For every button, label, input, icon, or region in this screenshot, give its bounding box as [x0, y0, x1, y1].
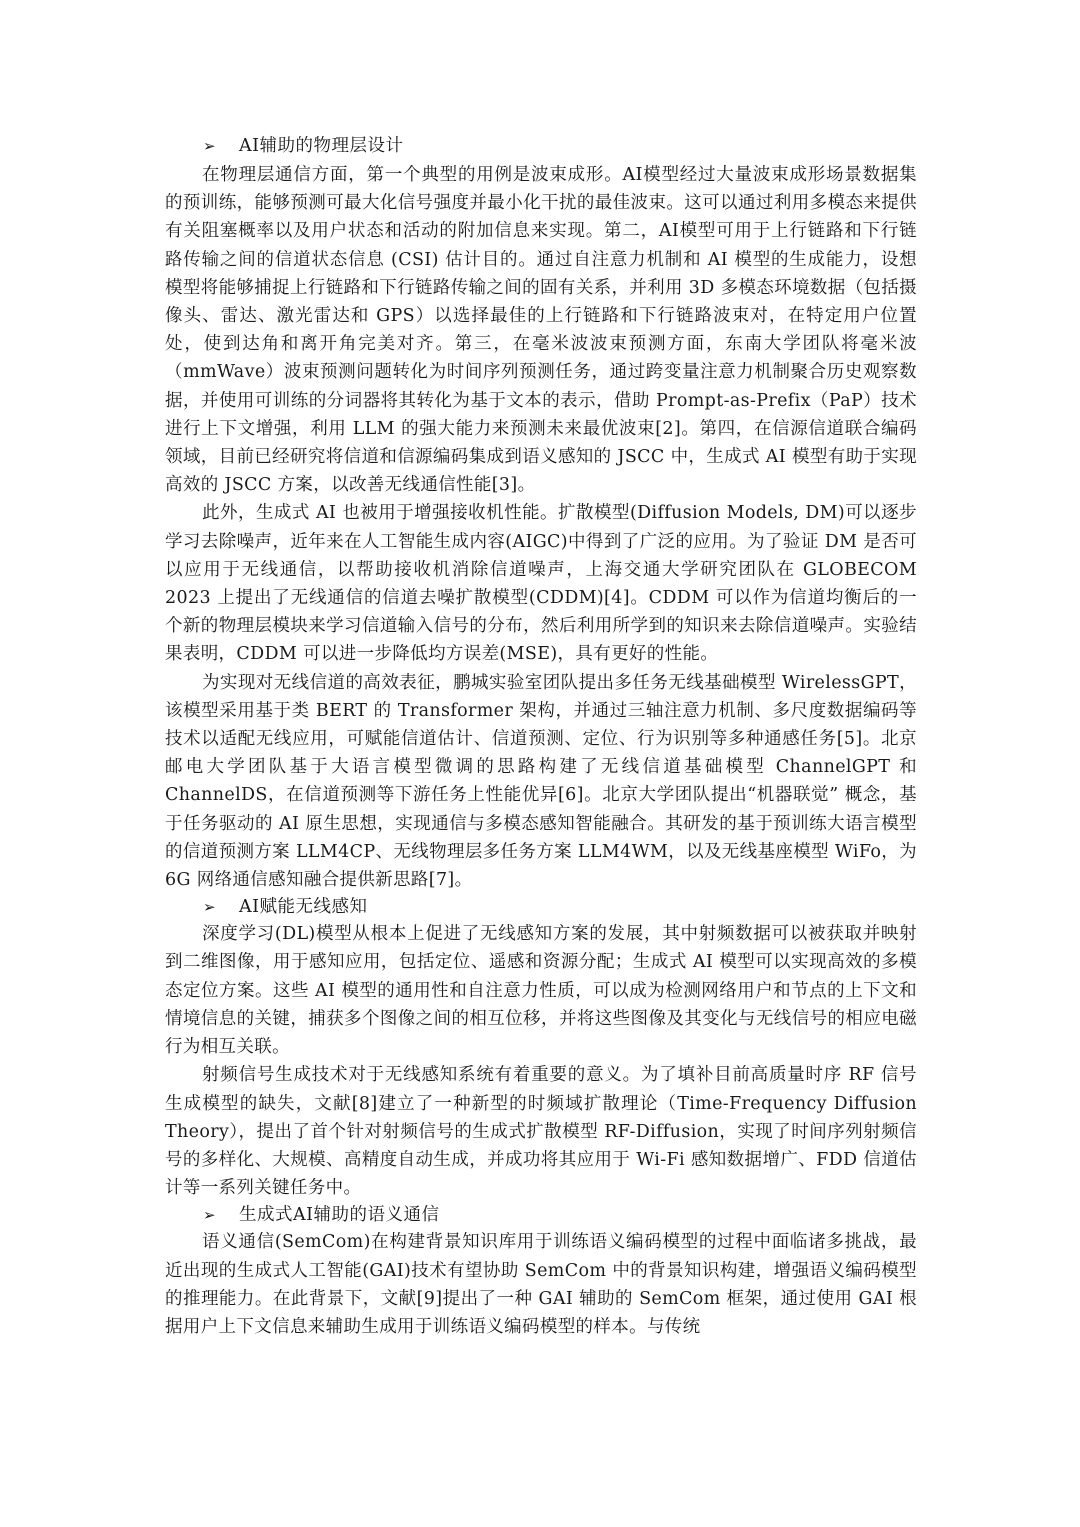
paragraph: 深度学习(DL)模型从根本上促进了无线感知方案的发展，其中射频数据可以被获取并映射到二维图像，用于感知应用，包括定位、遥感和资源分配；生成式 AI 模型可以实现高效的多模态定位方案。这些 AI 模型的通用性和自注意力性质，可以成为检测网络用户和节点的上下文和情境信息的关键，捕获多个图像之间的相互位移，并将这些图像及其变化与无线信号的相应电磁行为相互关联。 — [165, 924, 917, 1058]
section-heading — [165, 894, 917, 920]
arrowhead-bullet-icon: ➢ — [203, 137, 217, 155]
paragraph: 射频信号生成技术对于无线感知系统有着重要的意义。为了填补目前高质量时序 RF 信号生成模型的缺失，文献[8]建立了一种新型的时频域扩散理论（Time-Frequency Diffusion Theory），提出了首个针对射频信号的生成式扩散模型 RF-Diffusion，实现了时间序列射频信号的多样化、大规模、高精度自动生成，并成功将其应用于 Wi-Fi 感知数据增广、FDD 信道估计等一系列关键任务中。 — [165, 1065, 917, 1199]
section-ai-wireless-sensing — [165, 894, 917, 1202]
section-heading — [165, 133, 917, 159]
paragraph: 语义通信(SemCom)在构建背景知识库用于训练语义编码模型的过程中面临诸多挑战，最近出现的生成式人工智能(GAI)技术有望协助 SemCom 中的背景知识构建，增强语义编码模型的推理能力。在此背景下，文献[9]提出了一种 GAI 辅助的 SemCom 框架，通过使用 GAI 根据用户上下文信息来辅助生成用于训练语义编码模型的样本。与传统 — [165, 1232, 917, 1337]
paragraph: 此外，生成式 AI 也被用于增强接收机性能。扩散模型(Diffusion Models, DM)可以逐步学习去除噪声，近年来在人工智能生成内容(AIGC)中得到了广泛的应用。为了验证 DM 是否可以应用于无线通信，以帮助接收机消除信道噪声，上海交通大学研究团队在 GLOBECOM 2023 上提出了无线通信的信道去噪扩散模型(CDDM)[4]。CDDM 可以作为信道均衡后的一个新的物理层模块来学习信道输入信号的分布，然后利用所学到的知识来去除信道噪声。实验结果表明，CDDM 可以进一步降低均方误差(MSE)，具有更好的性能。 — [165, 503, 917, 665]
section-heading-text: AI辅助的物理层设计 — [239, 136, 404, 156]
section-ai-physical-layer — [165, 133, 917, 894]
arrowhead-bullet-icon: ➢ — [203, 898, 217, 917]
document-page — [165, 133, 917, 1341]
arrowhead-bullet-icon: ➢ — [203, 1206, 217, 1225]
section-heading-text: AI赋能无线感知 — [239, 897, 368, 918]
section-semantic-communication — [165, 1202, 917, 1341]
section-heading — [165, 1202, 917, 1228]
paragraph: 在物理层通信方面，第一个典型的用例是波束成形。AI模型经过大量波束成形场景数据集的预训练，能够预测可最大化信号强度并最小化干扰的最佳波束。这可以通过利用多模态来提供有关阻塞概率以及用户状态和活动的附加信息来实现。第二，AI模型可用于上行链路和下行链路传输之间的信道状态信息 (CSI) 估计目的。通过自注意力机制和 AI 模型的生成能力，设想模型将能够捕捉上行链路和下行链路传输之间的固有关系，并利用 3D 多模态环境数据（包括摄像头、雷达、激光雷达和 GPS）以选择最佳的上行链路和下行链路波束对，在特定用户位置处，使到达角和离开角完美对齐。第三，在毫米波波束预测方面，东南大学团队将毫米波（mmWave）波束预测问题转化为时间序列预测任务，通过跨变量注意力机制聚合历史观察数据，并使用可训练的分词器将其转化为基于文本的表示，借助 Prompt-as-Prefix（PaP）技术进行上下文增强，利用 LLM 的强大能力来预测未来最优波束[2]。第四，在信源信道联合编码领域，目前已经研究将信道和信源编码集成到语义感知的 JSCC 中，生成式 AI 模型有助于实现高效的 JSCC 方案，以改善无线通信性能[3]。 — [165, 165, 917, 496]
paragraph: 为实现对无线信道的高效表征，鹏城实验室团队提出多任务无线基础模型 WirelessGPT，该模型采用基于类 BERT 的 Transformer 架构，并通过三轴注意力机制、多尺度数据编码等技术以适配无线应用，可赋能信道估计、信道预测、定位、行为识别等多种通感任务[5]。北京邮电大学团队基于大语言模型微调的思路构建了无线信道基础模型 ChannelGPT 和 ChannelDS，在信道预测等下游任务上性能优异[6]。北京大学团队提出“机器联觉” 概念，基于任务驱动的 AI 原生思想，实现通信与多模态感知智能融合。其研发的基于预训练大语言模型的信道预测方案 LLM4CP、无线物理层多任务方案 LLM4WM，以及无线基座模型 WiFo，为 6G 网络通信感知融合提供新思路[7]。 — [165, 672, 917, 891]
section-heading-text: 生成式AI辅助的语义通信 — [239, 1205, 440, 1226]
